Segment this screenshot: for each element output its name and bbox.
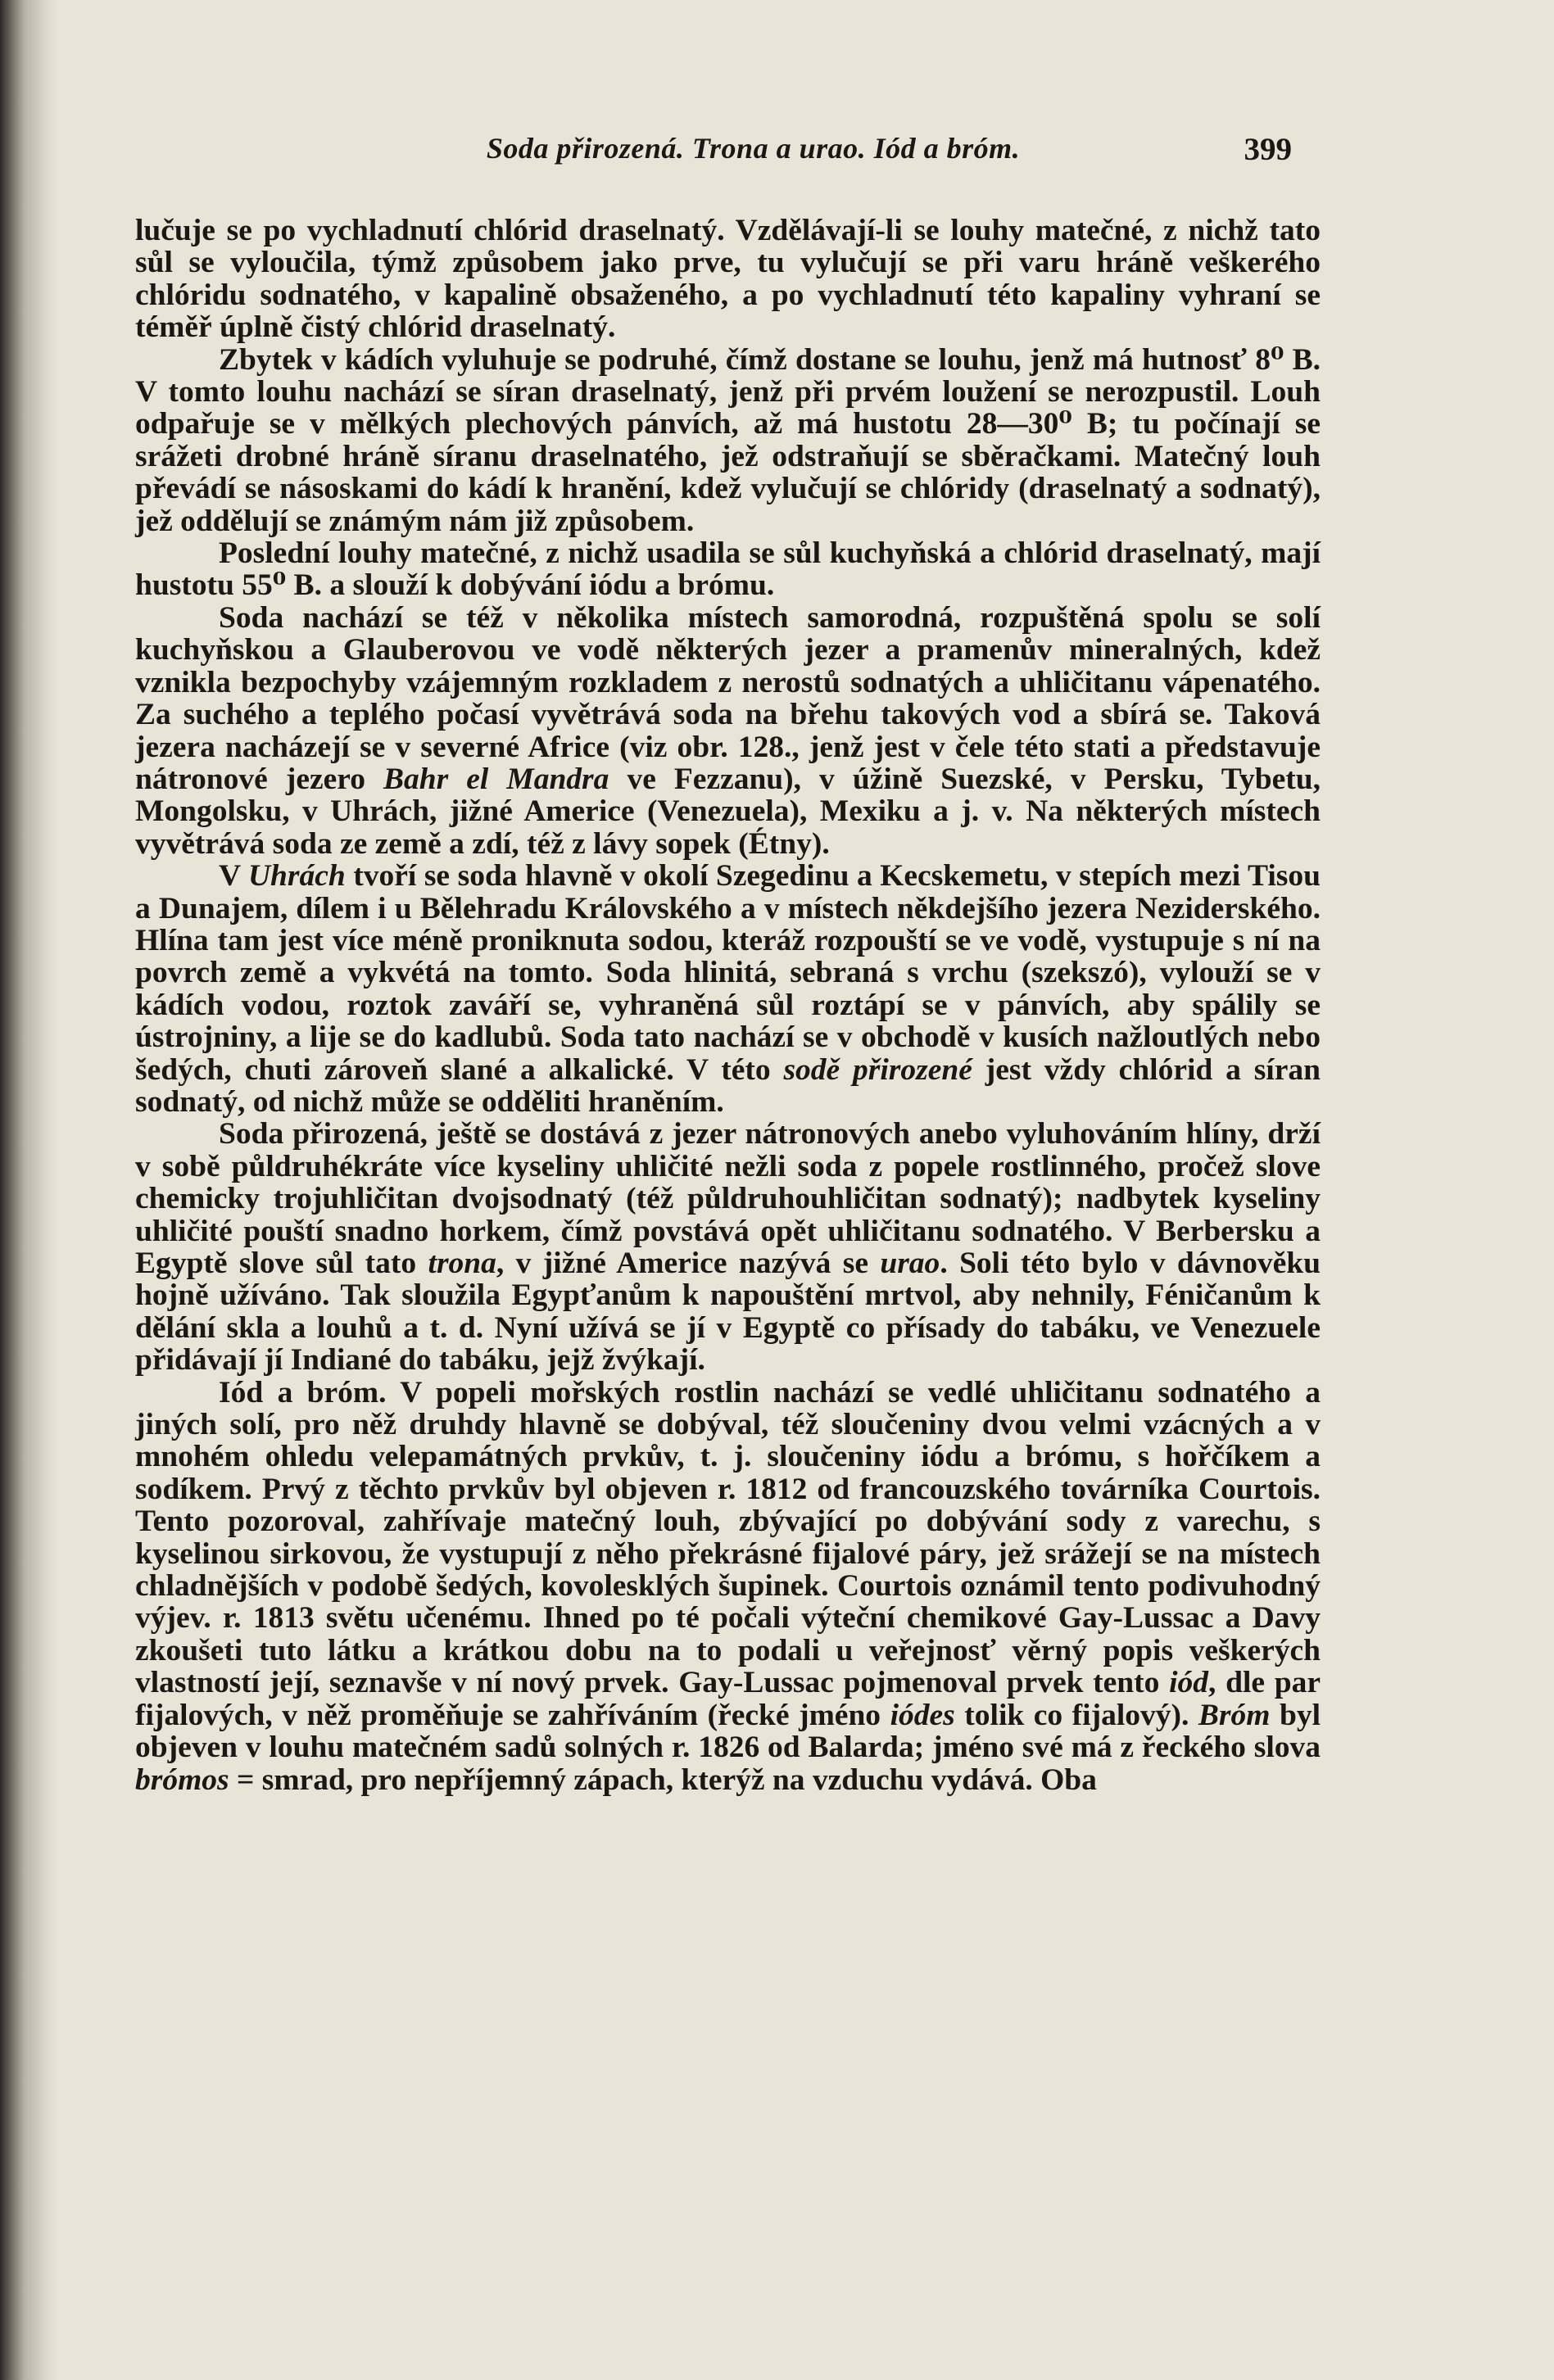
text-run: , v jižné Americe nazývá se xyxy=(496,1247,881,1280)
text-run: = smrad, pro nepříjemný zápach, kterýž na vzduchu vydává. Oba xyxy=(229,1762,1097,1797)
paragraph xyxy=(135,602,1321,860)
paragraph xyxy=(135,537,1321,602)
paragraph xyxy=(135,1377,1321,1796)
text-run: V popeli mořských rostlin nachází se vedlé uhličitanu sodnatého a jiných solí, pro něž druhdy hlavně se dobýval, též sloučeniny dvou velmi vzácných a v mnohém ohledu velepamátných prvkův, t. j. sloučeniny iódu a brómu, s hořčíkem a sodíkem. Prvý z těchto prvkův byl objeven r. 1812 od francouzského továrníka Courtois. Tento pozoroval, zahřívaje matečný louh, zbývající po dobývání sody z varechu, s kyselinou sirkovou, že vystupují z něho překrásné fijalové páry, jež srážejí se na místech chladnějších v podobě šedých, kovolesklých šupinek. Courtois oznámil tento podivuhodný výjev. r. 1813 světu učenému. Ihned po té počali výteční chemikové Gay-Lussac a Davy zkoušeti tuto látku a krátkou dobu na to podali u veřejnosť věrný popis veškerých vlastností její, seznavše v ní nový prvek. Gay-Lussac pojmenoval prvek tento xyxy=(135,1375,1321,1700)
italic-term: urao xyxy=(880,1247,940,1280)
text-run: Soda přirozená, ještě se dostává z jezer nátronových anebo vyluhováním hlíny, drží v sobě půldruhékráte více kyseliny uhličité nežli soda z popele rostlinného, pročež slove chemicky trojuhličitan dvojsodnatý (též půldruhouhličitan sodnatý); nadbytek kyseliny uhličité pouští snadno horkem, čímž povstává opět uhličitanu sodnatého. V Berbersku a Egyptě slove sůl tato xyxy=(135,1117,1321,1280)
italic-term: iód xyxy=(1169,1666,1209,1700)
text-run: tolik co fijalový). xyxy=(954,1698,1198,1732)
text-run: tvoří se soda hlavně v okolí Szegedinu a Kecskemetu, v stepích mezi Tisou a Dunajem, dílem i u Bělehradu Královského a v místech někdejšího jezera Neziderského. Hlína tam jest více méně proniknuta sodou, kteráž rozpouští se ve vodě, vystupuje s ní na povrch země a vykvétá na tomto. Soda hlinitá, sebraná s vrchu (szekszó), vylouží se v kádích vodou, roztok zaváří se, vyhraněná sůl roztápí se v pánvích, aby spálily se ústrojniny, a lije se do kadlubů. Soda tato nachází se v obchodě v kusích nažloutlých nebo šedých, chuti zároveň slané a alkalické. V této xyxy=(135,859,1321,1087)
running-title: Soda přirozená. Trona a urao. Iód a bróm. xyxy=(486,132,1021,165)
running-head xyxy=(215,131,1292,172)
text-run: . Soli této bylo v dávnověku hojně užíváno. Tak sloužila Egypťanům k napouštění mrtvol, aby nehnily, Féničanům k dělání skla a louhů a t. d. Nyní užívá se jí v Egyptě co přísady do tabáku, ve Venezuele přidávají jí Indiané do tabáku, jejž žvýkají. xyxy=(135,1247,1321,1378)
text-run: V xyxy=(219,859,248,894)
body-text xyxy=(135,215,1321,1796)
paragraph xyxy=(135,1118,1321,1376)
text-run: jest vždy chlórid a síran sodnatý, od nichž může se odděliti hraněním. xyxy=(135,1052,1321,1119)
paragraph xyxy=(135,215,1321,344)
italic-term: brómos xyxy=(135,1762,229,1797)
text-run: Poslední louhy matečné, z nichž usadila se sůl kuchyňská a chlórid draselnatý, mají hustotu 55⁰ B. a slouží k dobývání iódu a brómu. xyxy=(135,536,1321,603)
text-run: Zbytek v kádích vyluhuje se podruhé, čímž dostane se louhu, jenž má hutnosť 8⁰ B. V tomto louhu nachází se síran draselnatý, jenž při prvém loužení se nerozpustil. Louh odpařuje se v mělkých plechových pánvích, až má hustotu 28—30⁰ B; tu počínají se srážeti drobné hráně síranu draselnatého, jež odstraňují se sběračkami. Matečný louh převádí se násoskami do kádí k hranění, kdež vylučují se chlóridy (draselnatý a sodnatý), jež oddělují se známým nám již způsobem. xyxy=(135,342,1321,538)
italic-term: trona xyxy=(428,1247,496,1280)
italic-term: sodě přirozené xyxy=(783,1052,972,1087)
page-number: 399 xyxy=(1244,132,1292,167)
italic-term: Bróm xyxy=(1198,1698,1271,1732)
italic-term: Bahr el Mandra xyxy=(383,762,609,796)
italic-term: Uhrách xyxy=(247,859,346,894)
text-run: byl objeven v louhu matečném sadů solných r. 1826 od Balarda; jméno své má z řeckého slova xyxy=(135,1698,1321,1765)
text-run: lučuje se po vychladnutí chlórid draselnatý. Vzdělávají-li se louhy matečné, z nichž tato sůl se vyloučila, týmž způsobem jako prve, tu vylučují se při varu hráně veškerého chlóridu sodnatého, v kapalině obsaženého, a po vychladnutí této kapaliny vyhraní se téměř úplně čistý chlórid draselnatý. xyxy=(135,214,1321,345)
section-lead: Iód a bróm. xyxy=(219,1375,387,1409)
text-run: ve Fezzanu), v úžině Suezské, v Persku, Tybetu, Mongolsku, v Uhrách, jižné Americe (Venezuela), Mexiku a j. v. Na některých místech vyvětrává soda ze země a zdí, též z lávy sopek (Étny). xyxy=(135,762,1321,861)
text-run: Soda nachází se též v několika místech samorodná, rozpuštěná spolu se solí kuchyňskou a Glauberovou ve vodě některých jezer a pramenův mineralných, kdež vznikla bezpochyby vzájemným rozkladem z nerostů sodnatých a uhličitanu vápenatého. Za suchého a teplého počasí vyvětrává soda na břehu takových vod a sbírá se. Taková jezera nacházejí se v severné Africe (viz obr. 128., jenž jest v čele této stati a představuje nátronové jezero xyxy=(135,600,1321,796)
text-run: , dle par fijalových, v něž proměňuje se zahříváním (řecké jméno xyxy=(135,1666,1321,1732)
paragraph xyxy=(135,860,1321,1118)
italic-term: iódes xyxy=(890,1698,955,1732)
paragraph xyxy=(135,344,1321,537)
